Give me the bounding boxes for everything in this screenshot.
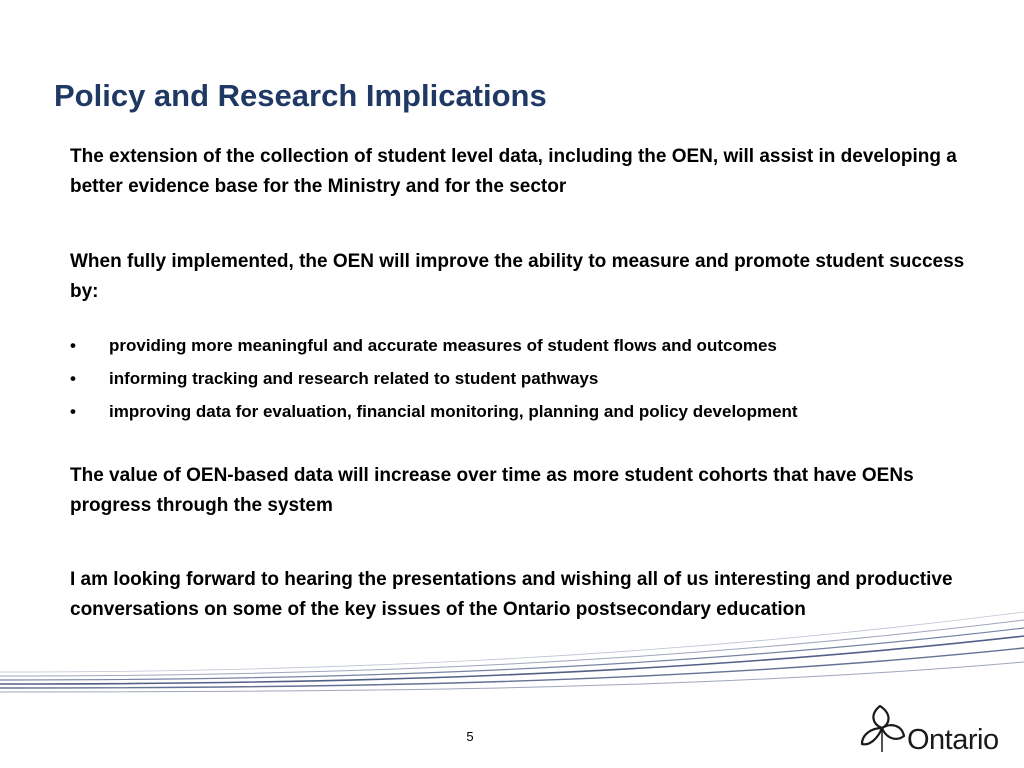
bullet-text: improving data for evaluation, financial monitoring, planning and policy development <box>109 402 798 421</box>
ontario-logo <box>860 702 1010 758</box>
page-number: 5 <box>466 729 474 744</box>
decorative-swoosh-lines <box>0 600 1024 696</box>
paragraph-oen-benefits: When fully implemented, the OEN will improve the ability to measure and promote student success by: <box>70 251 965 302</box>
ontario-trillium-icon <box>860 702 906 754</box>
paragraph-data-extension: The extension of the collection of student level data, including the OEN, will assist in developing a better evidence base for the Ministry and for the sector <box>70 146 957 197</box>
bullet-icon: • <box>70 336 76 355</box>
bullet-item <box>70 362 970 395</box>
slide-title: Policy and Research Implications <box>54 78 547 113</box>
bullet-icon: • <box>70 402 76 421</box>
paragraph-closing-remarks: I am looking forward to hearing the presentations and wishing all of us interesting and productive conversations on some of the key issues of the Ontario postsecondary education <box>70 569 953 620</box>
bullet-item <box>70 329 970 362</box>
bullet-text: informing tracking and research related to student pathways <box>109 369 599 388</box>
bullet-item <box>70 395 970 428</box>
bullet-list <box>70 329 970 428</box>
ontario-wordmark: Ontario <box>907 724 999 756</box>
paragraph-oen-value: The value of OEN-based data will increase over time as more student cohorts that have OENs progress through the system <box>70 465 914 516</box>
bullet-icon: • <box>70 369 76 388</box>
bullet-text: providing more meaningful and accurate measures of student flows and outcomes <box>109 336 777 355</box>
